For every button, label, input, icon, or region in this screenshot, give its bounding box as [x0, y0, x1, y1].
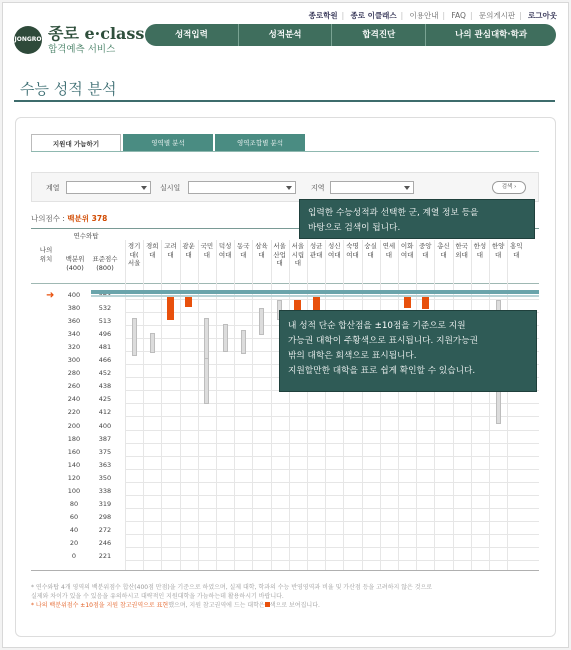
row-divider — [125, 521, 539, 522]
my-position-arrow-icon: ➜ — [46, 290, 55, 301]
util-link-faq[interactable]: FAQ — [451, 11, 466, 20]
standard-score-cell: 363 — [98, 460, 112, 469]
row-divider — [125, 456, 539, 457]
range-bar-other — [204, 358, 209, 404]
header-university: 이화 여대 — [400, 242, 414, 259]
note-line3: * 나의 백분위점수 ±10점을 지원 참고권역으로 표현했으며, 지원 참고권역에 드는 대학은 색으로 보여집니다. — [31, 602, 320, 609]
standard-score-cell: 496 — [98, 330, 112, 339]
standard-score-cell: 400 — [98, 421, 112, 430]
header-university: 덕성 여대 — [218, 242, 232, 259]
main-nav — [145, 24, 556, 46]
row-divider — [125, 403, 539, 404]
range-bar-other — [259, 308, 264, 335]
percentile-cell: 360 — [67, 317, 81, 326]
standard-score-cell: 387 — [98, 434, 112, 443]
standard-score-cell: 272 — [98, 525, 112, 534]
tooltip-chart-line2: 가능권 대학이 주황색으로 표시됩니다. 지원가능권 — [288, 336, 479, 346]
nav-my-interest[interactable]: 나의 관심대학·학과 — [455, 30, 528, 40]
tooltip-chart-line4: 지원할만한 대학을 표로 쉽게 확인할 수 있습니다. — [288, 366, 476, 376]
header-university: 경기 대( 서울 — [127, 242, 141, 267]
note-line1: * 연수와탑 4개 영역의 백분위점수 합산(400점 만점)을 기준으로 하였으며, 실제 대학, 학과의 수능 반영영역과 비율 및 가산점 등을 고려하지 않은 것으로 — [31, 584, 433, 591]
percentile-cell: 340 — [67, 330, 81, 339]
row-divider — [125, 482, 539, 483]
header-university: 홍익 대 — [510, 242, 523, 259]
header-university: 경희 대 — [146, 242, 159, 259]
percentile-cell: 20 — [69, 538, 79, 547]
percentile-cell: 200 — [67, 421, 81, 430]
tab-combination[interactable]: 영역조합별 분석 — [215, 134, 305, 152]
percentile-cell: 380 — [67, 304, 81, 313]
standard-score-cell: 425 — [98, 395, 112, 404]
header-university: 한양 대 — [491, 242, 505, 259]
range-bar-eligible — [404, 296, 411, 308]
range-bar-other — [132, 318, 137, 356]
page-title: 수능 성적 분석 — [20, 80, 117, 98]
range-bar-other — [204, 318, 209, 360]
row-divider — [125, 560, 539, 561]
percentile-cell: 300 — [67, 356, 81, 365]
percentile-cell: 400 — [67, 291, 81, 299]
my-score-band — [91, 290, 539, 294]
tab-range[interactable]: 지원대 가늠하기 — [31, 134, 121, 152]
percentile-cell: 60 — [69, 512, 79, 521]
header-university: 서울 산업 대 — [273, 242, 286, 267]
standard-score-cell: 221 — [98, 552, 112, 560]
row-divider — [125, 469, 539, 470]
header-university: 한국 외대 — [455, 242, 468, 259]
percentile-cell: 240 — [67, 395, 81, 404]
my-score-label: 나의점수 : — [31, 214, 65, 223]
footnotes — [31, 583, 539, 610]
header-university: 광운 대 — [182, 242, 195, 259]
header-standard-score: 표준점수 (800) — [92, 255, 118, 272]
standard-score-cell: 350 — [98, 473, 112, 482]
header-percentile: 백분위 (400) — [65, 255, 85, 272]
tab-underline — [31, 151, 539, 152]
logo-title: 종로 e·class — [48, 24, 145, 43]
header-group: 연수와탑 — [73, 232, 99, 240]
row-divider — [125, 443, 539, 444]
header-university: 삼육 대 — [255, 242, 268, 259]
search-bar — [31, 172, 539, 202]
tab-area[interactable]: 영역별 분석 — [123, 134, 213, 152]
my-score-value: 백분위 378 — [67, 214, 108, 223]
header-university: 성신 여대 — [328, 242, 341, 259]
standard-score-cell: 338 — [98, 486, 112, 495]
range-bar-other — [223, 324, 228, 352]
field-label-date: 실시일 — [160, 184, 181, 192]
standard-score-cell: 298 — [98, 512, 112, 521]
range-bar-other — [241, 330, 246, 354]
util-link-eclass[interactable]: 종로 이클래스 — [350, 11, 397, 20]
header-divider — [31, 283, 539, 284]
tooltip-search-line2: 바탕으로 검색이 됩니다. — [308, 223, 401, 233]
standard-score-cell: 375 — [98, 447, 112, 456]
nav-admission-diagnosis[interactable]: 합격진단 — [332, 24, 426, 46]
header-university: 숭실 대 — [364, 242, 377, 259]
track-select[interactable] — [66, 181, 151, 194]
standard-score-cell: 481 — [98, 343, 112, 352]
range-bar-eligible — [185, 297, 192, 307]
row-divider — [125, 495, 539, 496]
tooltip-chart — [279, 310, 537, 392]
percentile-cell: 320 — [67, 343, 81, 352]
range-bar-eligible — [313, 296, 320, 310]
standard-score-cell: 438 — [98, 382, 112, 391]
tooltip-search — [299, 199, 535, 239]
percentile-cell: 260 — [67, 382, 81, 391]
header-university: 중앙 대 — [419, 242, 432, 259]
row-divider — [125, 430, 539, 431]
header-university: 동국 대 — [237, 242, 250, 259]
date-select[interactable] — [188, 181, 296, 194]
percentile-cell: 160 — [67, 447, 81, 456]
table-bottom-border — [31, 570, 539, 571]
percentile-cell: 120 — [67, 473, 81, 482]
util-link-guide[interactable]: 이용안내 — [409, 11, 439, 20]
tooltip-search-line1: 입력한 수능성적과 선택한 군, 계열 정보 등을 — [308, 208, 479, 218]
header-university: 성균 관대 — [309, 242, 323, 259]
search-button[interactable]: 검색 › — [492, 181, 526, 194]
header-university: 서울 시립 대 — [291, 242, 305, 267]
standard-score-cell: 466 — [98, 356, 112, 365]
row-divider — [125, 416, 539, 417]
header-university: 숙명 여대 — [346, 242, 359, 259]
header-my-position: 나의 위치 — [39, 246, 53, 263]
range-bar-eligible — [167, 296, 174, 320]
my-score — [31, 213, 107, 224]
util-link-board[interactable]: 문의게시판 — [478, 11, 516, 20]
range-bar-other — [150, 333, 155, 353]
row-divider — [125, 534, 539, 535]
tab-bar — [31, 134, 307, 152]
note-line2: 실제와 차이가 있을 수 있음을 유의하시고 대략적인 지원대학을 가늠하는데 활용하시기 바랍니다. — [31, 593, 284, 600]
range-bar-eligible — [422, 296, 429, 309]
standard-score-cell: 452 — [98, 369, 112, 378]
utility-menu: 종로학원 | 종로 이클래스 | 이용안내 | FAQ | 문의게시판 | 로그아웃 — [308, 11, 557, 20]
standard-score-cell: 532 — [98, 304, 112, 313]
percentile-cell: 280 — [67, 369, 81, 378]
my-score-band-light — [91, 295, 539, 297]
region-select[interactable] — [330, 181, 414, 194]
percentile-cell: 100 — [67, 486, 81, 495]
header-university: 총신 대 — [437, 242, 450, 259]
row-divider — [125, 508, 539, 509]
header-university: 국민 대 — [200, 242, 214, 259]
percentile-cell: 0 — [71, 552, 77, 560]
title-divider — [14, 100, 555, 102]
tooltip-chart-line1: 내 성적 단순 합산점을 ±10점을 기준으로 지원 — [288, 321, 466, 331]
percentile-cell: 80 — [69, 499, 79, 508]
percentile-cell: 40 — [69, 525, 79, 534]
util-link-jongro[interactable]: 종로학원 — [308, 11, 338, 20]
field-label-track: 계열 — [46, 184, 60, 192]
header-university: 한성 대 — [473, 242, 487, 259]
standard-score-cell: 513 — [98, 317, 112, 326]
percentile-cell: 220 — [67, 408, 81, 417]
logout-link[interactable]: 로그아웃 — [528, 11, 557, 20]
nav-score-input[interactable]: 성적입력 — [145, 24, 239, 46]
logo-subtitle: 합격예측 서비스 — [48, 44, 116, 55]
standard-score-cell: 246 — [98, 538, 112, 547]
row-divider — [125, 547, 539, 548]
header-university: 고려 대 — [164, 242, 177, 259]
tooltip-chart-line3: 밖의 대학은 회색으로 표시됩니다. — [288, 351, 417, 361]
standard-score-cell: 412 — [98, 408, 112, 417]
logo-badge: JONGRO — [14, 26, 42, 54]
percentile-cell: 180 — [67, 434, 81, 443]
standard-score-cell: 319 — [98, 499, 112, 508]
percentile-cell: 140 — [67, 460, 81, 469]
nav-score-analysis[interactable]: 성적분석 — [239, 24, 333, 46]
field-label-region: 지역 — [311, 184, 325, 192]
header-university: 연세 대 — [382, 242, 396, 259]
